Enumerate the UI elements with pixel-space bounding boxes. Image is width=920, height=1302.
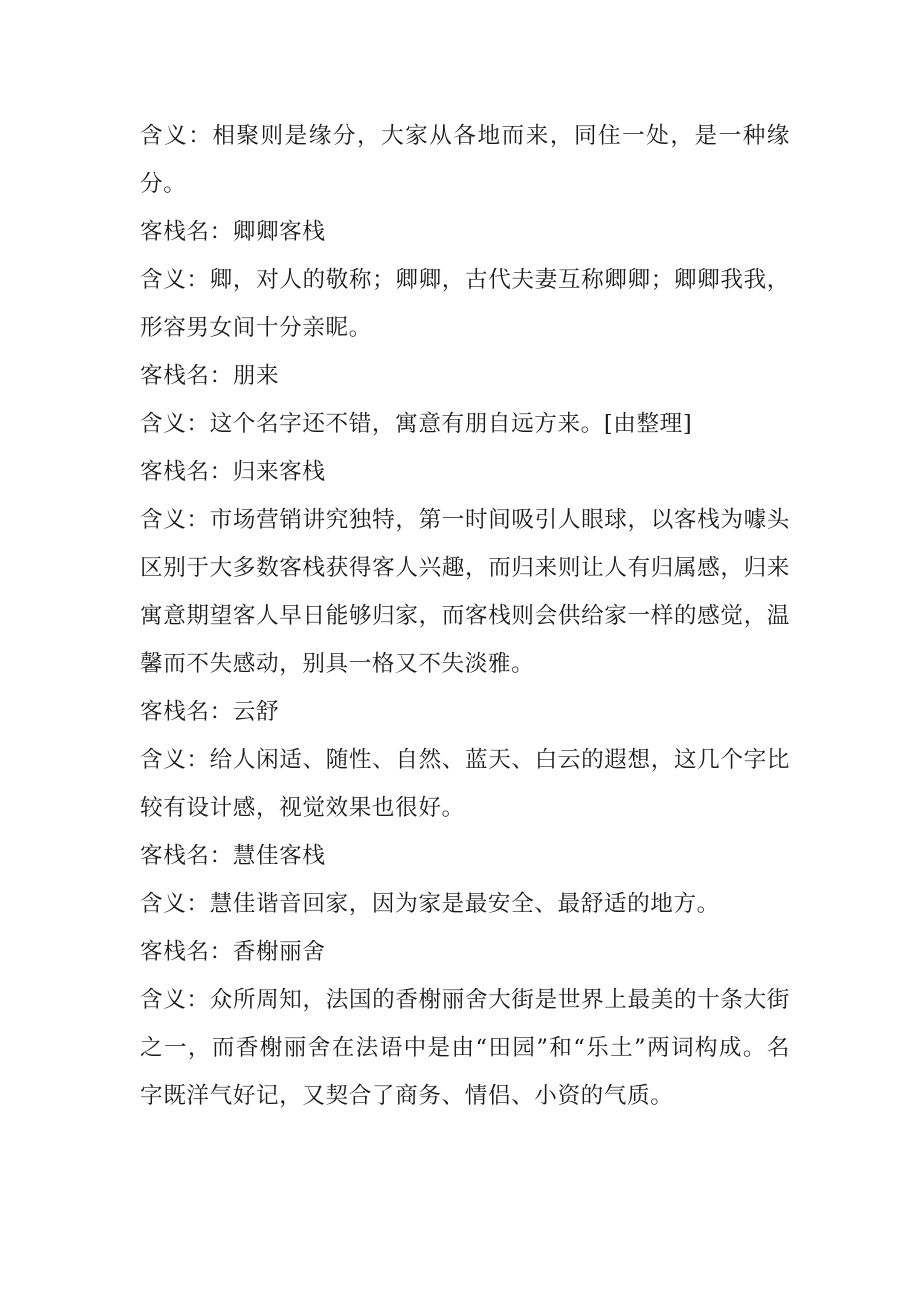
inn-name-paragraph: 客栈名：归来客栈 <box>140 459 326 485</box>
document-body <box>140 112 790 1120</box>
inn-name-paragraph: 客栈名：香榭丽舍 <box>140 939 326 965</box>
meaning-paragraph: 含义：相聚则是缘分，大家从各地而来，同住一处，是一种缘分。 <box>140 123 790 197</box>
inn-name-paragraph: 客栈名：朋来 <box>140 363 280 389</box>
inn-name-paragraph: 客栈名：慧佳客栈 <box>140 843 326 869</box>
meaning-paragraph: 含义：慧佳谐音回家，因为家是最安全、最舒适的地方。 <box>140 891 720 917</box>
inn-name-paragraph: 客栈名：云舒 <box>140 699 280 725</box>
meaning-paragraph: 含义：这个名字还不错，寓意有朋自远方来。[由整理] <box>140 411 693 437</box>
meaning-paragraph: 含义：卿，对人的敬称；卿卿，古代夫妻互称卿卿；卿卿我我，形容男女间十分亲昵。 <box>140 267 790 341</box>
inn-name-paragraph: 客栈名：卿卿客栈 <box>140 219 326 245</box>
meaning-paragraph: 含义：给人闲适、随性、自然、蓝天、白云的遐想，这几个字比较有设计感，视觉效果也很好。 <box>140 747 790 821</box>
meaning-paragraph: 含义：众所周知，法国的香榭丽舍大街是世界上最美的十条大街之一，而香榭丽舍在法语中是由“田园”和“乐土”两词构成。名字既洋气好记，又契合了商务、情侣、小资的气质。 <box>140 987 790 1109</box>
meaning-paragraph: 含义：市场营销讲究独特，第一时间吸引人眼球，以客栈为噱头区别于大多数客栈获得客人兴趣，而归来则让人有归属感，归来寓意期望客人早日能够归家，而客栈则会供给家一样的感觉，温馨而不失感动，别具一格又不失淡雅。 <box>140 507 790 677</box>
